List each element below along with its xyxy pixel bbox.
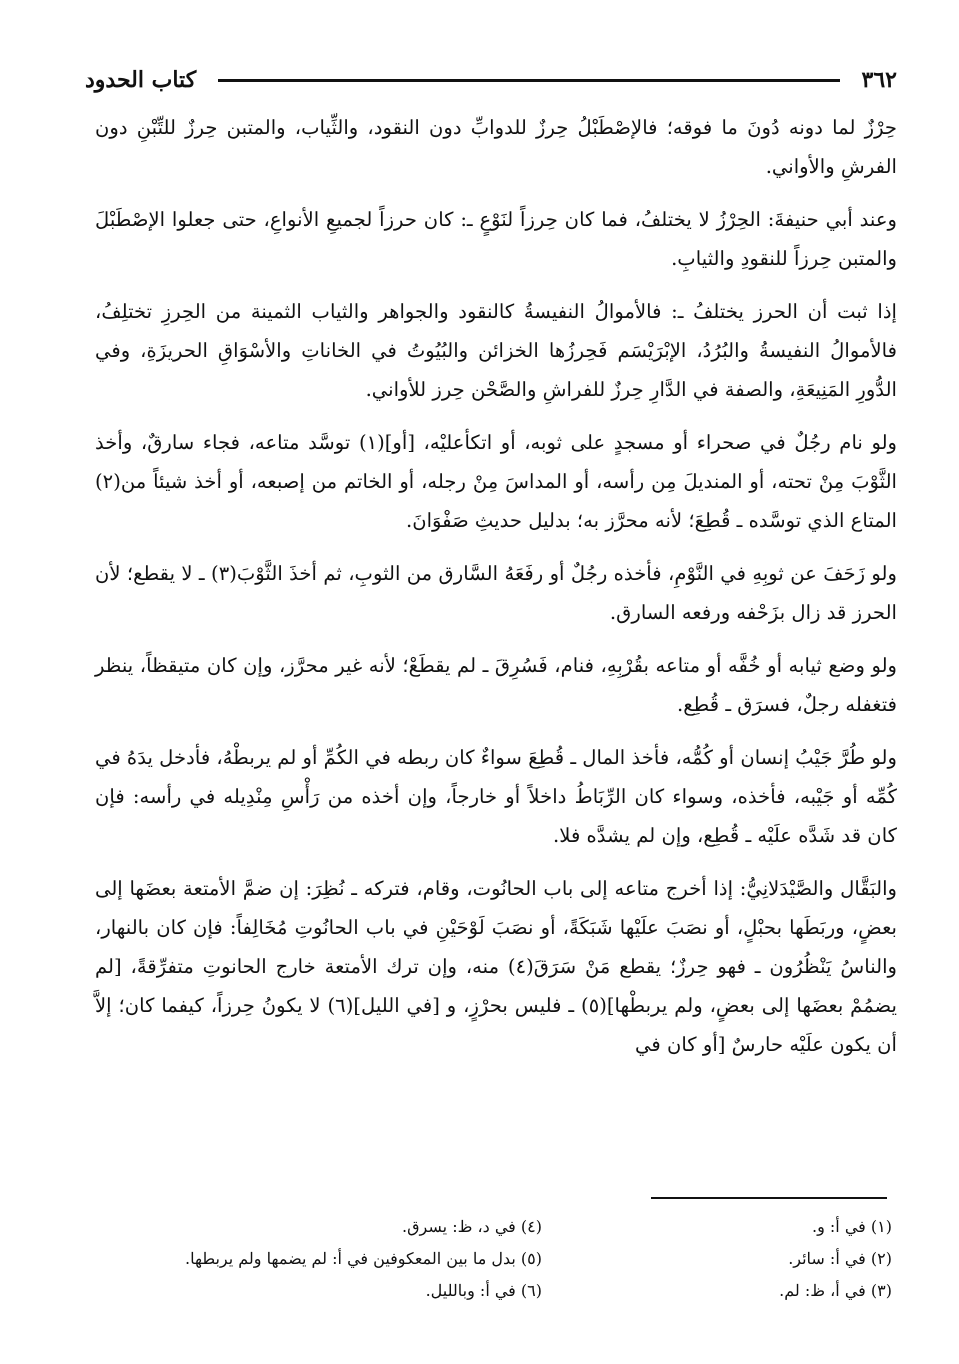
footnote: (٥) بدل ما بين المعكوفين في أ: لم يضمها ولم يربطها.: [185, 1249, 542, 1268]
paragraph: ولو نام رجُلٌ في صحراء أو مسجدٍ على ثوبه، أو اتكأعليْه، [أو](١) توسَّد متاعه، فجاء سارقٌ، وأخذ الثَّوْبَ مِنْ تحته، أو المنديلَ مِن رأسه، أو المداسَ مِنْ رجله، أو الخاتم من إصبعه، أو أخذ شيئاً من(٢) المتاع الذي توسَّده ـ قُطِعَ؛ لأنه محرَّز به؛ بدليل حديثِ صَفْوَانَ.: [95, 431, 897, 532]
paragraph: ولو طُرَّ جَيْبُ إنسان أو كُمُّه، فأخذ المال ـ قُطِعَ سواءٌ كان ربطه في الكُمِّ أو لم يربطْهُ، فأدخل يدَهُ في كُمِّه أو جَيْبه، فأخذه، وسواء كان الرِّبَاطُ داخلاً أو خارجاً، وإن أخذه من رَأْسِ مِنْدِيله في رأسه: فإن كان قد شَدَّه علَيْه ـ قُطِع، وإن لم يشدَّه فلا.: [95, 746, 897, 847]
book-title: كتاب الحدود: [85, 67, 197, 93]
footnote-separator: [651, 1197, 887, 1199]
paragraph: ولو وضع ثيابه أو خُفَّه أو متاعه بقُرْبِهِ، فنام، فَسُرِقَ ـ لم يقطَعْ؛ لأنه غير محرَّز، وإن كان متيقظاً، ينظر فتغفله رجلٌ، فسرَق ـ قُطِع.: [95, 654, 897, 716]
paragraph: حِرْزٌ لما دونه دُونَ ما فوقه؛ فالإصْطَبْلُ حِرزٌ للدوابِّ دون النقود، والثِّياب، والمتبن حِرزٌ للتِّبْنِ دون الفرشِ والأواني.: [95, 116, 897, 178]
footnote: (٣) في أ، ظ: لم.: [779, 1281, 892, 1300]
footnotes: [90, 1214, 892, 1304]
main-text: [95, 108, 897, 1078]
footnote: (٢) في أ: سائر.: [788, 1249, 892, 1268]
footnote: (٦) في أ: وبالليل.: [425, 1281, 542, 1300]
paragraph: والبَقَّال والصَّيْدَلانِيُّ: إذا أخرج متاعه إلى باب الحانُوت، وقام، فتركه ـ نُظِرَ: إن ضمَّ الأمتعة بعضَها إلى بعضٍ، وربَطَها بحبْلٍ، أو نصَبَ علَيْها شَبَكَةً، أو نصَبَ لَوْحَيْنِ في باب الحانُوتِ مُخَالِفاً: فإن كان بالنهار، والناسُ يَنْظُرُون ـ فهو حِرزٌ؛ يقطع مَنْ سَرَقَ(٤) منه، وإن ترك الأمتعة خارج الحانوتِ متفرِّقةً، [لم يضمُمْ بعضَها إلى بعضٍ، ولم يربطْها](٥) ـ فليس بحرْزٍ، و [في الليل](٦) لا يكونُ حِرزاً، كيفما كان؛ إلاَّ أن يكون علَيْه حارسٌ [أو كان في: [95, 877, 898, 1056]
paragraph: إذا ثبت أن الحرز يختلفُ ـ: فالأموالُ النفيسةُ كالنقود والجواهر والثياب الثمينة من الحِرزِ تختلِفُ، فالأموالُ النفيسةُ والبُرُدُ، الإبْرَيْسَم فَحِرزُها الخزائن والبُيُوتُ في الخاناتِ والأسْوَاقِ الحريزَةِ، وفي الدُّورِ المَنِيعَةِ، والصفة في الدَّارِ حِرزٌ للفراشِ والصَّحْن حِرز للأواني.: [95, 300, 897, 401]
running-header: [85, 62, 897, 98]
footnote: (٤) في د، ظ: يسرق.: [402, 1217, 542, 1236]
page-number: ٣٦٢: [861, 67, 897, 93]
paragraph: ولو زَحَفَ عن ثوبِهِ في النَّوْمِ، فأخذه رجُلٌ أو رفَعَهُ السَّارق من الثوبِ، ثم أخذَ الثَّوْبَ(٣) ـ لا يقطع؛ لأن الحرز قد زال بزَحْفه ورفعه السارق.: [95, 562, 897, 624]
paragraph: وعند أبي حنيفةَ: الحِرْزُ لا يختلفُ، فما كان حِرزاً لنَوْعٍ ـ: كان حرزاً لجميعِ الأنواعِ، حتى جعلوا الإصْطَبْلَ والمتبن حِرزاً للنقودِ والثيابِ.: [95, 208, 897, 270]
header-rule: [218, 79, 839, 82]
footnote: (١) في أ: و.: [812, 1217, 892, 1236]
